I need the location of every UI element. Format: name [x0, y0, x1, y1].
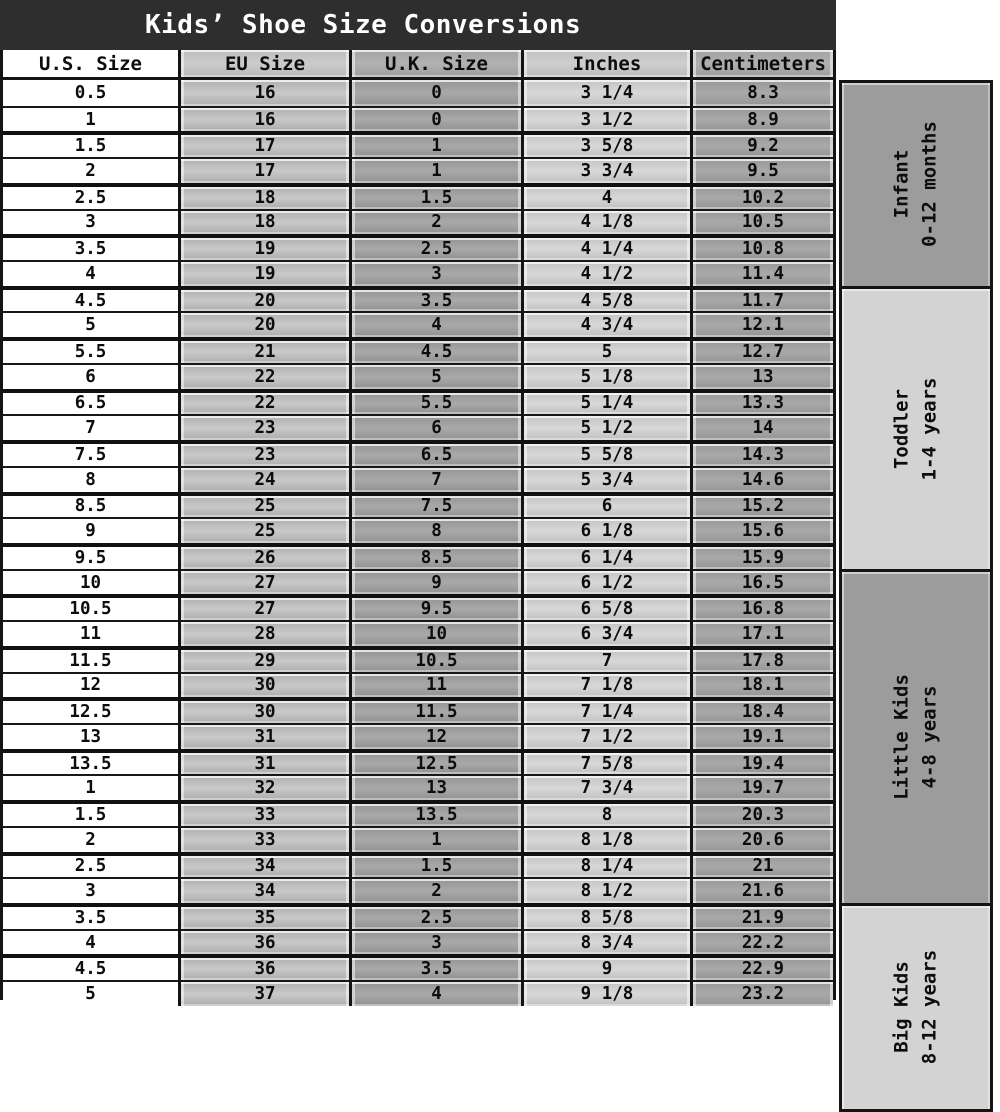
cell-eu-row13: 22 — [178, 389, 349, 415]
age-group-range: 0-12 months — [918, 121, 940, 248]
cell-cm-row30: 20.6 — [690, 826, 833, 852]
cell-inches-row15: 5 5/8 — [521, 440, 690, 466]
cell-cm-row36: 23.2 — [690, 980, 833, 1006]
cell-inches-row12: 5 1/8 — [521, 363, 690, 389]
cell-uk-row29: 13.5 — [349, 800, 521, 826]
cell-us-row1: 0.5 — [3, 80, 178, 106]
cell-cm-row19: 15.9 — [690, 543, 833, 569]
cell-inches-row36: 9 1/8 — [521, 980, 690, 1006]
cell-eu-row9: 20 — [178, 286, 349, 312]
cell-cm-row3: 9.2 — [690, 131, 833, 157]
age-group-text-toddler — [888, 377, 943, 480]
cell-uk-row5: 1.5 — [349, 183, 521, 209]
cell-eu-row35: 36 — [178, 954, 349, 980]
age-group-panel-infant — [839, 80, 993, 289]
cell-eu-row1: 16 — [178, 80, 349, 106]
cell-us-row11: 5.5 — [3, 337, 178, 363]
conversion-table — [0, 50, 836, 1005]
cell-eu-row14: 23 — [178, 414, 349, 440]
cell-uk-row36: 4 — [349, 980, 521, 1006]
cell-uk-row12: 5 — [349, 363, 521, 389]
cell-us-row24: 12 — [3, 672, 178, 698]
cell-cm-row26: 19.1 — [690, 723, 833, 749]
cell-inches-row17: 6 — [521, 492, 690, 518]
cell-eu-row7: 19 — [178, 234, 349, 260]
cell-us-row28: 1 — [3, 774, 178, 800]
age-group-range: 4-8 years — [918, 685, 940, 789]
cell-uk-row6: 2 — [349, 209, 521, 235]
cell-eu-row29: 33 — [178, 800, 349, 826]
cell-us-row31: 2.5 — [3, 852, 178, 878]
cell-inches-row1: 3 1/4 — [521, 80, 690, 106]
age-group-label: Little Kids — [890, 674, 913, 801]
cell-eu-row32: 34 — [178, 877, 349, 903]
cell-us-row30: 2 — [3, 826, 178, 852]
cell-us-row17: 8.5 — [3, 492, 178, 518]
cell-inches-row21: 6 5/8 — [521, 594, 690, 620]
cell-eu-row25: 30 — [178, 697, 349, 723]
cell-cm-row12: 13 — [690, 363, 833, 389]
cell-inches-row28: 7 3/4 — [521, 774, 690, 800]
age-group-panel-little-kids — [839, 569, 993, 906]
cell-uk-row28: 13 — [349, 774, 521, 800]
age-group-text-big-kids — [888, 950, 943, 1064]
cell-cm-row21: 16.8 — [690, 594, 833, 620]
age-group-label: Big Kids — [890, 961, 913, 1054]
cell-us-row33: 3.5 — [3, 903, 178, 929]
cell-us-row36: 5 — [3, 980, 178, 1006]
cell-inches-row6: 4 1/8 — [521, 209, 690, 235]
cell-cm-row20: 16.5 — [690, 569, 833, 595]
cell-eu-row30: 33 — [178, 826, 349, 852]
cell-us-row16: 8 — [3, 466, 178, 492]
cell-inches-row9: 4 5/8 — [521, 286, 690, 312]
cell-cm-row33: 21.9 — [690, 903, 833, 929]
cell-eu-row34: 36 — [178, 929, 349, 955]
cell-inches-row19: 6 1/4 — [521, 543, 690, 569]
cell-cm-row8: 11.4 — [690, 260, 833, 286]
cell-cm-row35: 22.9 — [690, 954, 833, 980]
cell-uk-row14: 6 — [349, 414, 521, 440]
title-bar — [0, 0, 836, 50]
cell-us-row5: 2.5 — [3, 183, 178, 209]
cell-eu-row16: 24 — [178, 466, 349, 492]
header-cell-inches: Inches — [521, 50, 690, 80]
cell-inches-row35: 9 — [521, 954, 690, 980]
cell-inches-row4: 3 3/4 — [521, 157, 690, 183]
cell-eu-row21: 27 — [178, 594, 349, 620]
cell-uk-row7: 2.5 — [349, 234, 521, 260]
cell-us-row6: 3 — [3, 209, 178, 235]
cell-inches-row25: 7 1/4 — [521, 697, 690, 723]
cell-uk-row17: 7.5 — [349, 492, 521, 518]
cell-inches-row30: 8 1/8 — [521, 826, 690, 852]
cell-cm-row18: 15.6 — [690, 517, 833, 543]
cell-us-row27: 13.5 — [3, 749, 178, 775]
cell-eu-row2: 16 — [178, 106, 349, 132]
cell-uk-row16: 7 — [349, 466, 521, 492]
cell-us-row4: 2 — [3, 157, 178, 183]
cell-us-row25: 12.5 — [3, 697, 178, 723]
cell-eu-row28: 32 — [178, 774, 349, 800]
cell-us-row22: 11 — [3, 620, 178, 646]
cell-uk-row4: 1 — [349, 157, 521, 183]
cell-inches-row32: 8 1/2 — [521, 877, 690, 903]
cell-uk-row10: 4 — [349, 311, 521, 337]
cell-eu-row36: 37 — [178, 980, 349, 1006]
header-cell-us: U.S. Size — [3, 50, 178, 80]
cell-uk-row35: 3.5 — [349, 954, 521, 980]
cell-inches-row34: 8 3/4 — [521, 929, 690, 955]
cell-inches-row11: 5 — [521, 337, 690, 363]
cell-cm-row1: 8.3 — [690, 80, 833, 106]
cell-eu-row31: 34 — [178, 852, 349, 878]
cell-uk-row15: 6.5 — [349, 440, 521, 466]
cell-inches-row14: 5 1/2 — [521, 414, 690, 440]
header-cell-cm: Centimeters — [690, 50, 833, 80]
cell-uk-row33: 2.5 — [349, 903, 521, 929]
cell-inches-row2: 3 1/2 — [521, 106, 690, 132]
cell-uk-row13: 5.5 — [349, 389, 521, 415]
cell-cm-row10: 12.1 — [690, 311, 833, 337]
cell-uk-row25: 11.5 — [349, 697, 521, 723]
cell-uk-row1: 0 — [349, 80, 521, 106]
cell-cm-row9: 11.7 — [690, 286, 833, 312]
cell-cm-row15: 14.3 — [690, 440, 833, 466]
cell-eu-row17: 25 — [178, 492, 349, 518]
cell-us-row32: 3 — [3, 877, 178, 903]
cell-uk-row23: 10.5 — [349, 646, 521, 672]
cell-inches-row10: 4 3/4 — [521, 311, 690, 337]
cell-uk-row22: 10 — [349, 620, 521, 646]
cell-cm-row28: 19.7 — [690, 774, 833, 800]
cell-us-row21: 10.5 — [3, 594, 178, 620]
cell-inches-row33: 8 5/8 — [521, 903, 690, 929]
cell-us-row19: 9.5 — [3, 543, 178, 569]
cell-cm-row17: 15.2 — [690, 492, 833, 518]
cell-uk-row24: 11 — [349, 672, 521, 698]
cell-inches-row24: 7 1/8 — [521, 672, 690, 698]
cell-uk-row31: 1.5 — [349, 852, 521, 878]
cell-cm-row11: 12.7 — [690, 337, 833, 363]
cell-cm-row25: 18.4 — [690, 697, 833, 723]
cell-uk-row30: 1 — [349, 826, 521, 852]
cell-eu-row20: 27 — [178, 569, 349, 595]
cell-us-row35: 4.5 — [3, 954, 178, 980]
cell-cm-row22: 17.1 — [690, 620, 833, 646]
cell-cm-row5: 10.2 — [690, 183, 833, 209]
cell-uk-row19: 8.5 — [349, 543, 521, 569]
cell-cm-row13: 13.3 — [690, 389, 833, 415]
cell-uk-row2: 0 — [349, 106, 521, 132]
cell-eu-row8: 19 — [178, 260, 349, 286]
cell-eu-row3: 17 — [178, 131, 349, 157]
cell-us-row10: 5 — [3, 311, 178, 337]
page-title: Kids’ Shoe Size Conversions — [145, 10, 582, 40]
cell-inches-row26: 7 1/2 — [521, 723, 690, 749]
cell-inches-row29: 8 — [521, 800, 690, 826]
cell-inches-row31: 8 1/4 — [521, 852, 690, 878]
age-group-text-little-kids — [888, 674, 943, 800]
age-group-panel-toddler — [839, 286, 993, 572]
cell-cm-row23: 17.8 — [690, 646, 833, 672]
cell-inches-row20: 6 1/2 — [521, 569, 690, 595]
cell-uk-row3: 1 — [349, 131, 521, 157]
cell-uk-row34: 3 — [349, 929, 521, 955]
cell-inches-row23: 7 — [521, 646, 690, 672]
cell-uk-row32: 2 — [349, 877, 521, 903]
cell-inches-row8: 4 1/2 — [521, 260, 690, 286]
cell-eu-row33: 35 — [178, 903, 349, 929]
age-group-label: Toddler — [890, 388, 913, 469]
cell-us-row13: 6.5 — [3, 389, 178, 415]
cell-us-row23: 11.5 — [3, 646, 178, 672]
cell-eu-row18: 25 — [178, 517, 349, 543]
cell-uk-row11: 4.5 — [349, 337, 521, 363]
cell-cm-row34: 22.2 — [690, 929, 833, 955]
age-group-range: 8-12 years — [918, 950, 940, 1065]
cell-eu-row15: 23 — [178, 440, 349, 466]
cell-us-row26: 13 — [3, 723, 178, 749]
cell-cm-row4: 9.5 — [690, 157, 833, 183]
cell-us-row15: 7.5 — [3, 440, 178, 466]
cell-us-row34: 4 — [3, 929, 178, 955]
cell-us-row3: 1.5 — [3, 131, 178, 157]
cell-inches-row22: 6 3/4 — [521, 620, 690, 646]
cell-eu-row12: 22 — [178, 363, 349, 389]
cell-eu-row11: 21 — [178, 337, 349, 363]
cell-uk-row20: 9 — [349, 569, 521, 595]
cell-uk-row26: 12 — [349, 723, 521, 749]
cell-eu-row27: 31 — [178, 749, 349, 775]
cell-uk-row9: 3.5 — [349, 286, 521, 312]
age-group-panel-big-kids — [839, 903, 993, 1112]
cell-uk-row21: 9.5 — [349, 594, 521, 620]
cell-cm-row27: 19.4 — [690, 749, 833, 775]
cell-eu-row23: 29 — [178, 646, 349, 672]
cell-eu-row4: 17 — [178, 157, 349, 183]
cell-us-row7: 3.5 — [3, 234, 178, 260]
age-group-label: Infant — [890, 150, 913, 219]
cell-cm-row24: 18.1 — [690, 672, 833, 698]
cell-inches-row18: 6 1/8 — [521, 517, 690, 543]
cell-us-row2: 1 — [3, 106, 178, 132]
cell-inches-row27: 7 5/8 — [521, 749, 690, 775]
cell-us-row8: 4 — [3, 260, 178, 286]
cell-us-row14: 7 — [3, 414, 178, 440]
cell-eu-row24: 30 — [178, 672, 349, 698]
cell-eu-row10: 20 — [178, 311, 349, 337]
cell-us-row29: 1.5 — [3, 800, 178, 826]
cell-cm-row16: 14.6 — [690, 466, 833, 492]
header-cell-eu: EU Size — [178, 50, 349, 80]
cell-uk-row8: 3 — [349, 260, 521, 286]
cell-us-row18: 9 — [3, 517, 178, 543]
cell-eu-row19: 26 — [178, 543, 349, 569]
cell-cm-row7: 10.8 — [690, 234, 833, 260]
cell-inches-row3: 3 5/8 — [521, 131, 690, 157]
cell-uk-row18: 8 — [349, 517, 521, 543]
header-cell-uk: U.K. Size — [349, 50, 521, 80]
cell-cm-row6: 10.5 — [690, 209, 833, 235]
cell-us-row12: 6 — [3, 363, 178, 389]
cell-cm-row31: 21 — [690, 852, 833, 878]
cell-uk-row27: 12.5 — [349, 749, 521, 775]
cell-eu-row5: 18 — [178, 183, 349, 209]
cell-cm-row29: 20.3 — [690, 800, 833, 826]
age-group-range: 1-4 years — [918, 377, 940, 481]
cell-inches-row7: 4 1/4 — [521, 234, 690, 260]
cell-cm-row14: 14 — [690, 414, 833, 440]
cell-eu-row26: 31 — [178, 723, 349, 749]
cell-cm-row2: 8.9 — [690, 106, 833, 132]
cell-inches-row16: 5 3/4 — [521, 466, 690, 492]
cell-eu-row6: 18 — [178, 209, 349, 235]
cell-inches-row5: 4 — [521, 183, 690, 209]
cell-inches-row13: 5 1/4 — [521, 389, 690, 415]
age-group-text-infant — [888, 121, 943, 247]
cell-us-row9: 4.5 — [3, 286, 178, 312]
cell-eu-row22: 28 — [178, 620, 349, 646]
cell-us-row20: 10 — [3, 569, 178, 595]
cell-cm-row32: 21.6 — [690, 877, 833, 903]
